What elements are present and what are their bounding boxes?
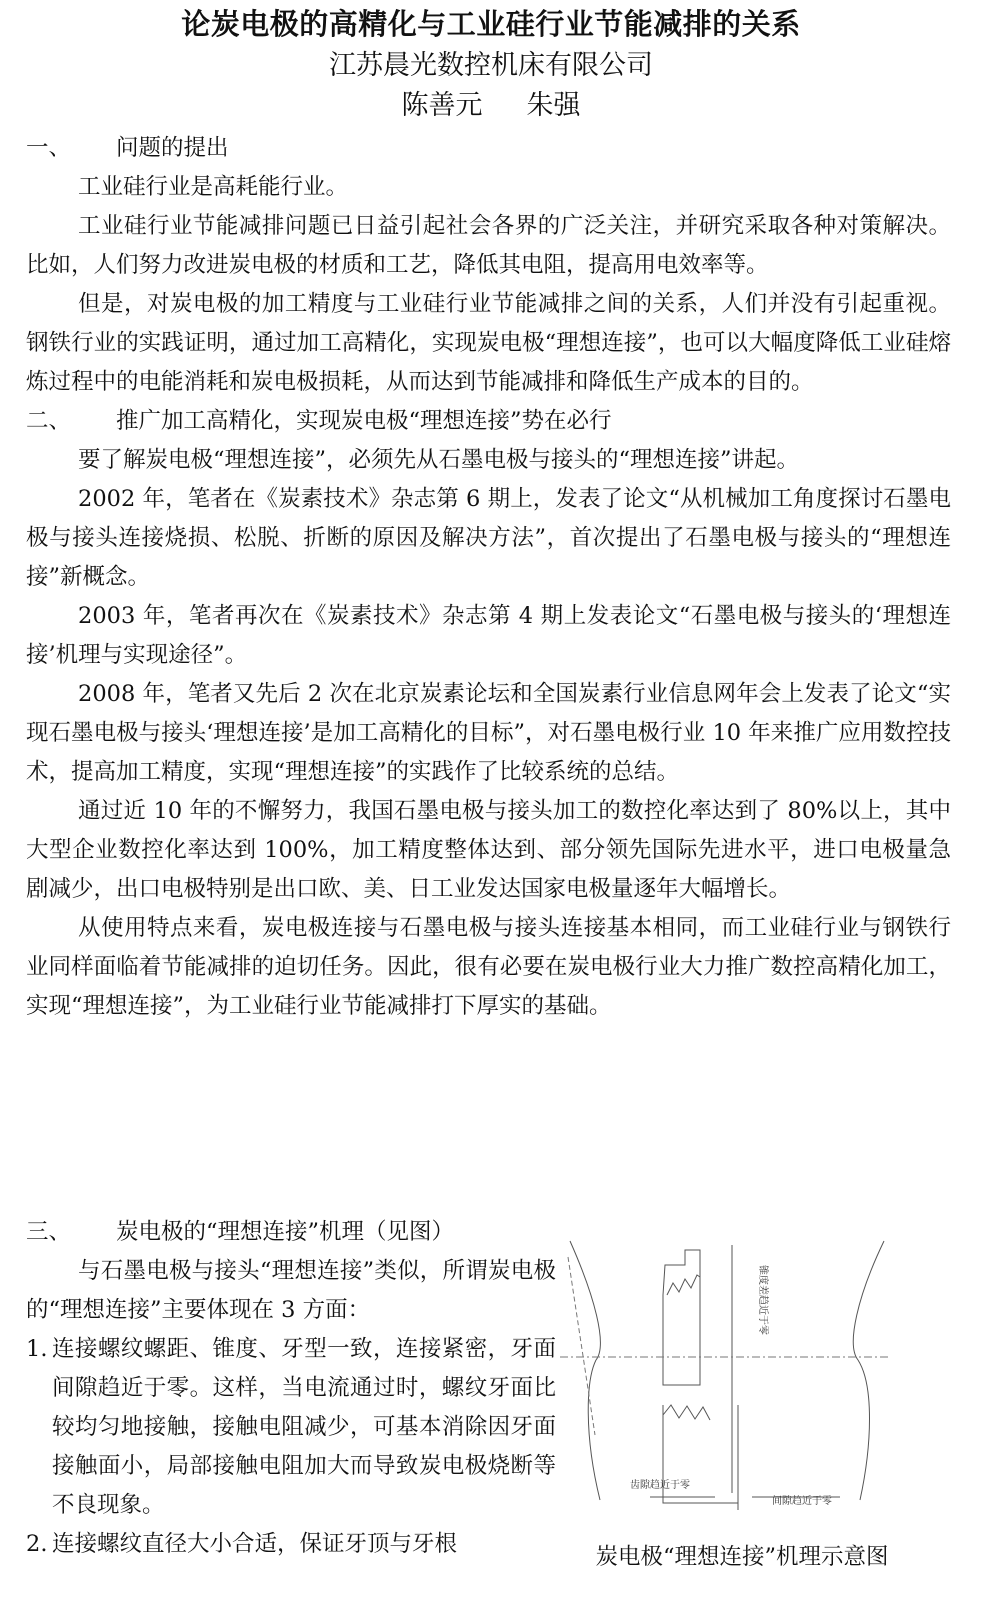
company-name: 江苏晨光数控机床有限公司 xyxy=(329,50,653,81)
list-number: 2. xyxy=(26,1531,48,1557)
list-text: 连接螺纹螺距、锥度、牙型一致，连接紧密，牙面间隙趋近于零。这样，当电流通过时，螺纹牙面比较均匀地接触，接触电阻减少，可基本消除因牙面接触面小，局部接触电阻加大而导致炭电极烧断等不良现象。 xyxy=(52,1336,556,1518)
paragraph: 但是，对炭电极的加工精度与工业硅行业节能减排之间的关系，人们并没有引起重视。钢铁行业的实践证明，通过加工高精化，实现炭电极“理想连接”，也可以大幅度降低工业硅熔炼过程中的电能消耗和炭电极损耗，从而达到节能减排和降低生产成本的目的。 xyxy=(26,291,951,395)
gap-label: 间隙趋近于零 xyxy=(772,1496,832,1507)
paragraph: 2003 年，笔者再次在《炭素技术》杂志第 4 期上发表论文“石墨电极与接头的‘理想连接’机理与实现途径”。 xyxy=(26,603,951,668)
list-item xyxy=(26,1330,556,1525)
section-title: 炭电极的“理想连接”机理（见图） xyxy=(116,1219,455,1245)
section-title: 问题的提出 xyxy=(116,135,229,161)
right-contour xyxy=(853,1241,884,1500)
taper-label: 锥度差趋近于零 xyxy=(757,1265,768,1335)
list-text: 连接螺纹直径大小合适，保证牙顶与牙根 xyxy=(52,1531,458,1557)
left-thread-profile xyxy=(663,1250,700,1385)
authors xyxy=(0,88,982,124)
paragraph: 工业硅行业是高耗能行业。 xyxy=(78,174,349,200)
section-number: 二、 xyxy=(26,408,72,434)
author-1: 陈善元 xyxy=(401,90,483,121)
paragraph: 通过近 10 年的不懈努力，我国石墨电极与接头加工的数控化率达到了 80%以上，其中大型企业数控化率达到 100%，加工精度整体达到、部分领先国际先进水平，进口电极量急剧减少，出口电极特别是出口欧、美、日工业发达国家电极量逐年大幅增长。 xyxy=(26,798,951,902)
section-number: 三、 xyxy=(26,1219,72,1245)
paragraph: 2002 年，笔者在《炭素技术》杂志第 6 期上，发表了论文“从机械加工角度探讨石墨电极与接头连接烧损、松脱、折断的原因及解决方法”，首次提出了石墨电极与接头的“理想连接”新概念。 xyxy=(26,486,951,590)
paragraph: 与石墨电极与接头“理想连接”类似，所谓炭电极的“理想连接”主要体现在 3 方面： xyxy=(26,1258,556,1323)
figure-caption: 炭电极“理想连接”机理示意图 xyxy=(595,1544,889,1570)
author-2: 朱强 xyxy=(526,90,581,121)
electrode-outline xyxy=(570,1241,884,1510)
paragraph: 要了解炭电极“理想连接”，必须先从石墨电极与接头的“理想连接”讲起。 xyxy=(78,447,800,473)
thread-teeth-lower xyxy=(663,1405,710,1420)
connection-diagram xyxy=(560,1235,960,1535)
body-text xyxy=(26,129,951,1026)
list-item xyxy=(26,1525,556,1564)
hatch-line xyxy=(568,1257,595,1435)
list-number: 1. xyxy=(26,1336,48,1362)
section-3-body xyxy=(26,1252,556,1564)
section-title: 推广加工高精化，实现炭电极“理想连接”势在必行 xyxy=(116,408,612,434)
paragraph: 从使用特点来看，炭电极连接与石墨电极与接头连接基本相同，而工业硅行业与钢铁行业同样面临着节能减排的迫切任务。因此，很有必要在炭电极行业大力推广数控高精化加工，实现“理想连接”，为工业硅行业节能减排打下厚实的基础。 xyxy=(26,915,951,1019)
section-heading-2 xyxy=(26,402,951,441)
tooth-gap-label: 齿隙趋近于零 xyxy=(630,1480,690,1491)
section-number: 一、 xyxy=(26,135,72,161)
paragraph: 工业硅行业节能减排问题已日益引起社会各界的广泛关注，并研究采取各种对策解决。比如，人们努力改进炭电极的材质和工艺，降低其电阻，提高用电效率等。 xyxy=(26,213,951,278)
thread-teeth-upper xyxy=(667,1275,700,1295)
section-heading-1 xyxy=(26,129,951,168)
section-heading-3 xyxy=(26,1213,586,1252)
paragraph: 2008 年，笔者又先后 2 次在北京炭素论坛和全国炭素行业信息网年会上发表了论文“实现石墨电极与接头‘理想连接’是加工高精化的目标”，对石墨电极行业 10 年来推广应用数控技术，提高加工精度，实现“理想连接”的实践作了比较系统的总结。 xyxy=(26,681,951,785)
paper-title: 论炭电极的高精化与工业硅行业节能减排的关系 xyxy=(181,7,801,41)
